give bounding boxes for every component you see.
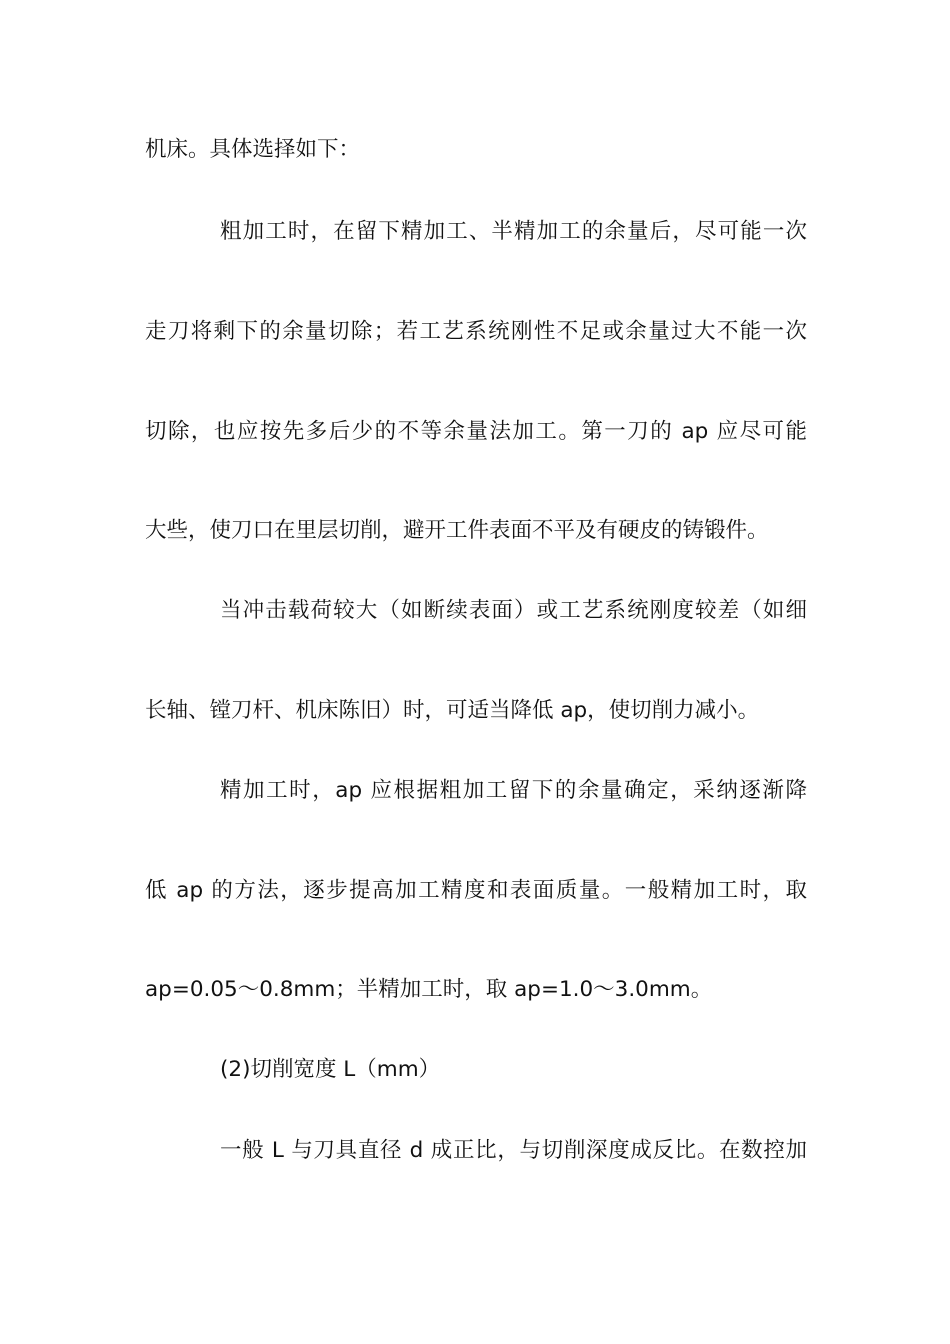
text-line-4: 切除，也应按先多后少的不等余量法加工。第一刀的 ap 应尽可能: [145, 419, 807, 444]
text-line-2: 粗加工时，在留下精加工、半精加工的余量后，尽可能一次: [220, 219, 807, 244]
text-line-3: 走刀将剩下的余量切除；若工艺系统刚性不足或余量过大不能一次: [145, 319, 807, 344]
section-heading: (2)切削宽度 L（mm）: [220, 1057, 441, 1082]
text-line-6: 当冲击载荷较大（如断续表面）或工艺系统刚度较差（如细: [220, 598, 807, 623]
text-line-7: 长轴、镗刀杆、机床陈旧）时，可适当降低 ap，使切削力减小。: [145, 698, 760, 723]
text-line-12: 一般 L 与刀具直径 d 成正比，与切削深度成反比。在数控加: [220, 1138, 807, 1163]
text-line-5: 大些，使刀口在里层切削，避开工件表面不平及有硬皮的铸锻件。: [145, 518, 769, 543]
text-line-10: ap=0.05～0.8mm；半精加工时，取 ap=1.0～3.0mm。: [145, 977, 713, 1002]
text-line-9: 低 ap 的方法，逐步提高加工精度和表面质量。一般精加工时，取: [145, 878, 807, 903]
text-line-8: 精加工时，ap 应根据粗加工留下的余量确定，采纳逐渐降: [220, 778, 807, 803]
text-line-1: 机床。具体选择如下：: [145, 137, 361, 162]
